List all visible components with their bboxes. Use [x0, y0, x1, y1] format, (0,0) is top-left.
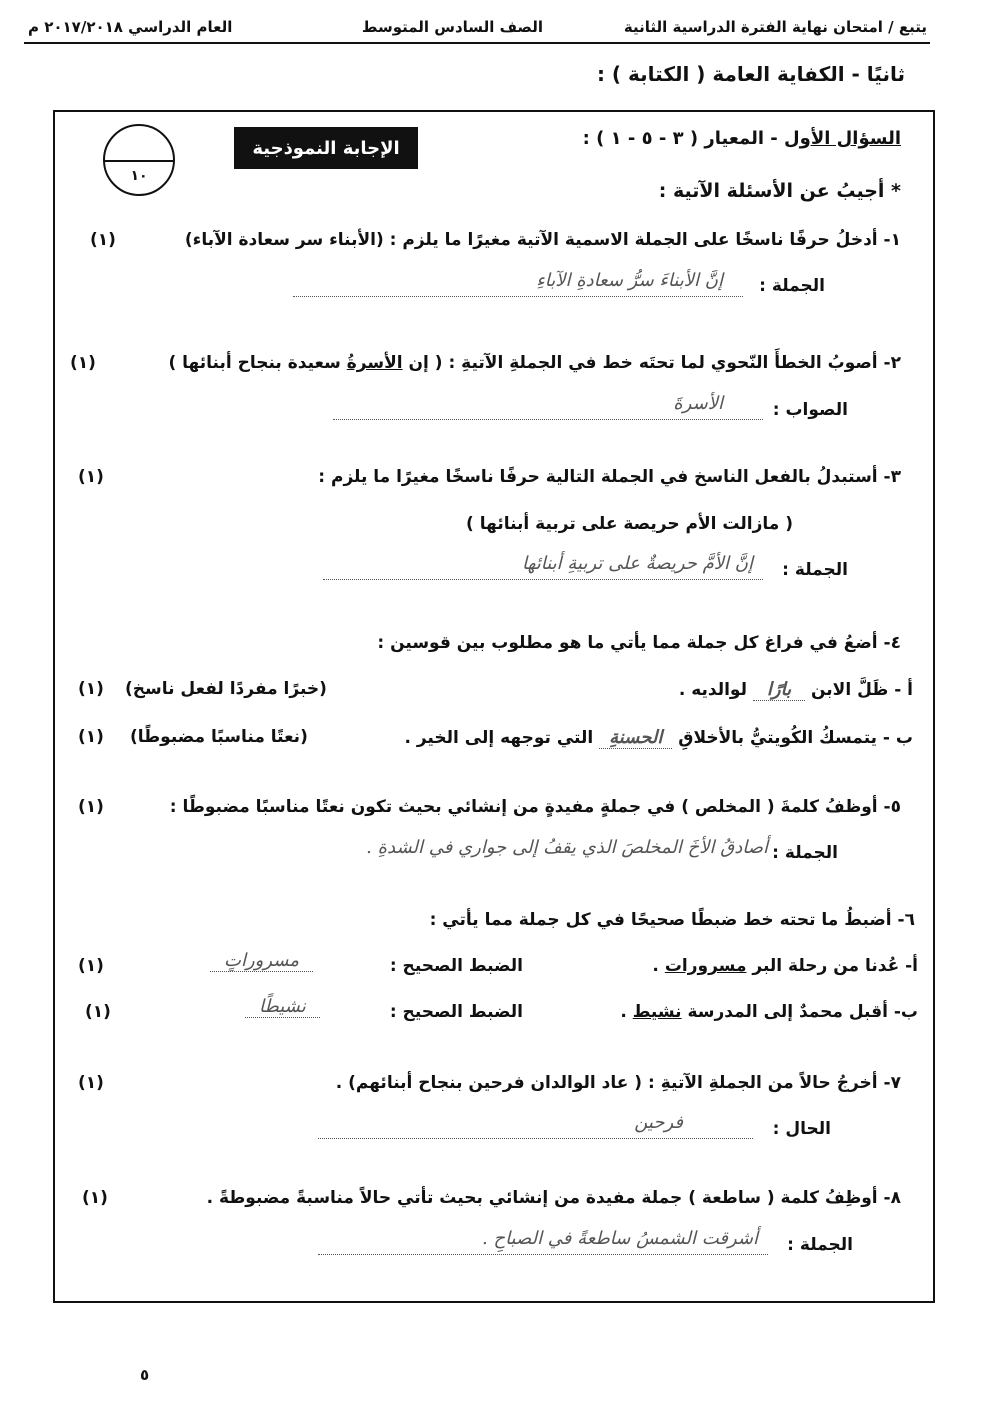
score-circle	[103, 124, 175, 196]
item-6b-post: .	[620, 1002, 633, 1022]
item-8-text: ٨- أوظِفُ كلمة ( ساطعة ) جملة مفيدة من إنشائي بحيث تأتي حالاً مناسبةً مضبوطةً .	[206, 1188, 901, 1208]
item-4b-requirement: (نعتًا مناسبًا مضبوطًا)	[130, 727, 308, 747]
item-4b-sentence	[404, 727, 913, 748]
item-4a-sentence	[679, 679, 913, 700]
item-6a-sentence	[652, 956, 918, 976]
header-year: العام الدراسي ٢٠١٧/٢٠١٨ م	[28, 18, 233, 36]
header-grade: الصف السادس المتوسط	[361, 18, 543, 36]
item-3-text: ٣- أستبدلُ بالفعل الناسخ في الجملة التالية حرفًا ناسخًا مغيرًا ما يلزم :	[318, 467, 901, 487]
item-2-text-b: ( إن	[402, 353, 443, 373]
item-4b-post: التي توجهه إلى الخير .	[404, 728, 594, 748]
item-6b-mark: (١)	[85, 1002, 111, 1022]
instructions: * أجيبُ عن الأسئلة الآتية :	[658, 180, 901, 202]
item-4a-pre: أ - ظَلَّ الابن	[811, 680, 913, 700]
item-1-answer: إنَّ الأبناءَ سرُّ سعادةِ الآباءِ	[536, 270, 723, 291]
item-4a-mark: (١)	[78, 679, 104, 699]
item-6-text: ٦- أضبطُ ما تحته خط ضبطًا صحيحًا في كل جملة مما يأتي :	[429, 910, 915, 930]
item-6b-answer: نشيطًا	[245, 996, 320, 1018]
item-5-answer-label: الجملة :	[772, 843, 838, 863]
header-rule	[24, 42, 930, 44]
section-title: ثانيًا - الكفاية العامة ( الكتابة ) :	[596, 62, 905, 86]
item-5-answer: أصادقُ الأخَ المخلصَ الذي يقفُ إلى جواري في الشدةِ .	[366, 837, 768, 858]
item-4b-answer: الحسنةِ	[599, 727, 672, 749]
item-7-answer-line	[318, 1122, 753, 1139]
item-2-text-a: ٢- أصوبُ الخطأَ النّحوي لما تحتَه خط في الجملةِ الآتيةِ :	[448, 353, 901, 373]
item-2-text	[168, 353, 901, 373]
item-1-answer-label: الجملة :	[759, 276, 825, 296]
item-4a-post: لوالديه .	[678, 680, 747, 700]
item-3-answer: إنَّ الأمَّ حريصةٌ على تربيةِ أبنائها	[521, 553, 753, 574]
item-2-mark: (١)	[70, 353, 96, 373]
item-6a-underlined-word: مسرورات	[664, 956, 747, 976]
item-4b-mark: (١)	[78, 727, 104, 747]
item-5-mark: (١)	[78, 797, 104, 817]
question-one-criterion: - المعيار ( ٣ - ٥ - ١ ) :	[582, 128, 778, 149]
item-7-text: ٧- أخرجُ حالاً من الجملةِ الآتيةِ : ( عاد الوالدان فرحين بنجاح أبنائهم) .	[335, 1073, 901, 1093]
item-6a-post: .	[652, 956, 665, 976]
item-4b-pre: ب - يتمسكُ الكُويتيُّ بالأخلاقِ	[678, 728, 913, 748]
header-exam-title: يتبع / امتحان نهاية الفترة الدراسية الثانية	[623, 18, 927, 36]
item-6b-underlined-word: نشيط	[632, 1002, 682, 1022]
item-4a-answer: بارًا	[753, 679, 805, 701]
item-2-answer-label: الصواب :	[772, 400, 848, 420]
item-2-answer: الأسرةَ	[673, 393, 723, 414]
model-answer-badge: الإجابة النموذجية	[234, 127, 418, 169]
score-divider	[105, 160, 173, 162]
item-6a-label: الضبط الصحيح :	[389, 956, 523, 976]
item-7-answer: فرحين	[634, 1112, 683, 1133]
item-6a-answer: مسروراتٍ	[210, 950, 313, 972]
item-1-text: ١- أدخلُ حرفًا ناسخًا على الجملة الاسمية الآتية مغيرًا ما يلزم : (الأبناء سر سعادة الآباء)	[184, 230, 901, 250]
item-3-answer-label: الجملة :	[782, 560, 848, 580]
item-3-sentence: ( مازالت الأم حريصة على تربية أبنائها )	[466, 514, 793, 534]
item-4-text: ٤- أضعُ في فراغ كل جملة مما يأتي ما هو مطلوب بين قوسين :	[377, 633, 901, 653]
item-8-mark: (١)	[82, 1188, 108, 1208]
question-one-title: السؤال الأول	[784, 128, 901, 149]
item-6a-mark: (١)	[78, 956, 104, 976]
item-2-underlined-word: الأسرةُ	[346, 353, 403, 373]
item-1-mark: (١)	[90, 230, 116, 250]
item-7-answer-label: الحال :	[772, 1119, 831, 1139]
item-4a-requirement: (خبرًا مفردًا لفعل ناسخ)	[125, 679, 327, 699]
question-one-heading	[583, 128, 901, 149]
item-2-text-c: سعيدة بنجاح أبنائها )	[168, 353, 347, 373]
item-8-answer: أشرقت الشمسُ ساطعةً في الصباحِ .	[482, 1228, 758, 1249]
item-6b-label: الضبط الصحيح :	[389, 1002, 523, 1022]
item-8-answer-label: الجملة :	[787, 1235, 853, 1255]
score-value: ١٠	[130, 168, 148, 184]
item-7-mark: (١)	[78, 1073, 104, 1093]
page-number: ٥	[140, 1366, 150, 1384]
item-5-text: ٥- أوظفُ كلمةَ ( المخلص ) في جملةٍ مفيدةٍ من إنشائي بحيث تكون نعتًا مناسبًا مضبوطًا :	[169, 797, 901, 817]
item-6b-sentence	[620, 1002, 918, 1022]
item-6b-pre: ب- أقبل محمدٌ إلى المدرسة	[681, 1002, 918, 1022]
item-3-mark: (١)	[78, 467, 104, 487]
item-6a-pre: أ- عُدنا من رحلة البر	[746, 956, 918, 976]
